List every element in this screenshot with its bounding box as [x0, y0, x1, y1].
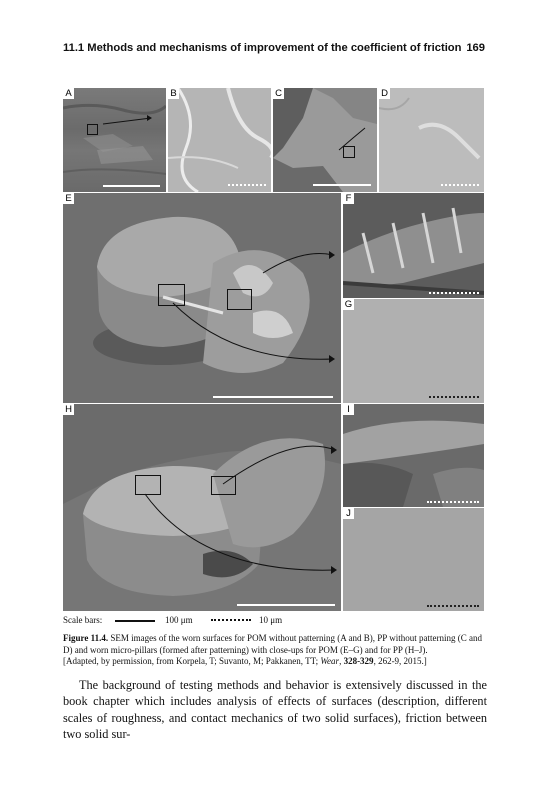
panel-b [168, 88, 271, 192]
panel-e-zoom-box-1 [158, 284, 185, 306]
caption-text: SEM images of the worn surfaces for POM without patterning (A and B), PP without patterning (C and D) and worn micro-pillars (formed after patterning) with close-ups for POM (E–G) and for PP (H–J). [63, 633, 482, 655]
figure-caption [63, 633, 487, 668]
panel-e-zoom-box-2 [227, 289, 252, 310]
panel-c-zoom-box [343, 146, 355, 158]
scale-legend-label: Scale bars: [63, 615, 103, 625]
panel-h-zoom-box-1 [135, 475, 161, 495]
caption-journal: Wear [320, 656, 340, 667]
panel-d-label: D [379, 88, 390, 99]
panel-a [63, 88, 166, 192]
scale-legend-dotted-line [211, 619, 251, 621]
panel-d [379, 88, 484, 192]
panel-e-image [63, 193, 341, 403]
panel-d-scale-bar [441, 184, 479, 186]
panel-b-image [168, 88, 271, 192]
panel-f-image [343, 193, 484, 298]
panel-c-scale-bar [313, 184, 371, 186]
panel-b-scale-bar [228, 184, 266, 186]
panel-i-scale-bar [427, 501, 479, 503]
panel-g-scale-bar [429, 396, 479, 398]
running-header [63, 42, 485, 58]
panel-f-label: F [343, 193, 354, 204]
body-paragraph: The background of testing methods and behavior is extensively discussed in the book chapter which includes analysis of effects of surfaces (description, different scales of roughness, and contact mechanics of two solid surfaces), friction between two solid sur- [63, 678, 487, 741]
panel-c-image [273, 88, 377, 192]
panel-j-scale-bar [427, 605, 479, 607]
panel-e [63, 193, 341, 403]
panel-b-label: B [168, 88, 179, 99]
caption-pages: , 262-9, 2015.] [373, 656, 427, 667]
panel-a-label: A [63, 88, 74, 99]
panel-h-scale-bar [237, 604, 335, 606]
panel-d-image [379, 88, 484, 192]
section-title: 11.1 Methods and mechanisms of improvement of the coefficient of friction [63, 42, 462, 54]
panel-h-zoom-box-2 [211, 476, 236, 495]
figure-label: Figure 11.4. [63, 633, 109, 643]
panel-h-image [63, 404, 341, 611]
panel-j [343, 508, 484, 611]
panel-f [343, 193, 484, 298]
panel-h [63, 404, 341, 611]
panel-a-zoom-box [87, 124, 98, 135]
panel-c [273, 88, 377, 192]
panel-i-image [343, 404, 484, 507]
panel-a-image [63, 88, 166, 192]
caption-citation-prefix: [Adapted, by permission, from Korpela, T; Suvanto, M; Pakkanen, TT; [63, 656, 321, 667]
panel-h-label: H [63, 404, 74, 415]
panel-i [343, 404, 484, 507]
panel-g [343, 299, 484, 403]
panel-c-label: C [273, 88, 284, 99]
caption-volume: 328-329 [343, 656, 374, 667]
panel-g-label: G [344, 299, 353, 310]
scale-bar-legend [63, 615, 487, 627]
panel-f-scale-bar [429, 292, 479, 294]
page-number: 169 [466, 42, 485, 54]
scale-legend-solid-value: 100 μm [165, 615, 193, 625]
panel-a-scale-bar [103, 185, 160, 187]
caption-sep: , [339, 656, 344, 667]
panel-e-scale-bar [213, 396, 333, 398]
scale-legend-solid-line [115, 620, 155, 622]
panel-e-label: E [63, 193, 74, 204]
panel-i-label: I [343, 404, 354, 415]
panel-j-label: J [343, 508, 354, 519]
scale-legend-dotted-value: 10 μm [259, 615, 283, 625]
